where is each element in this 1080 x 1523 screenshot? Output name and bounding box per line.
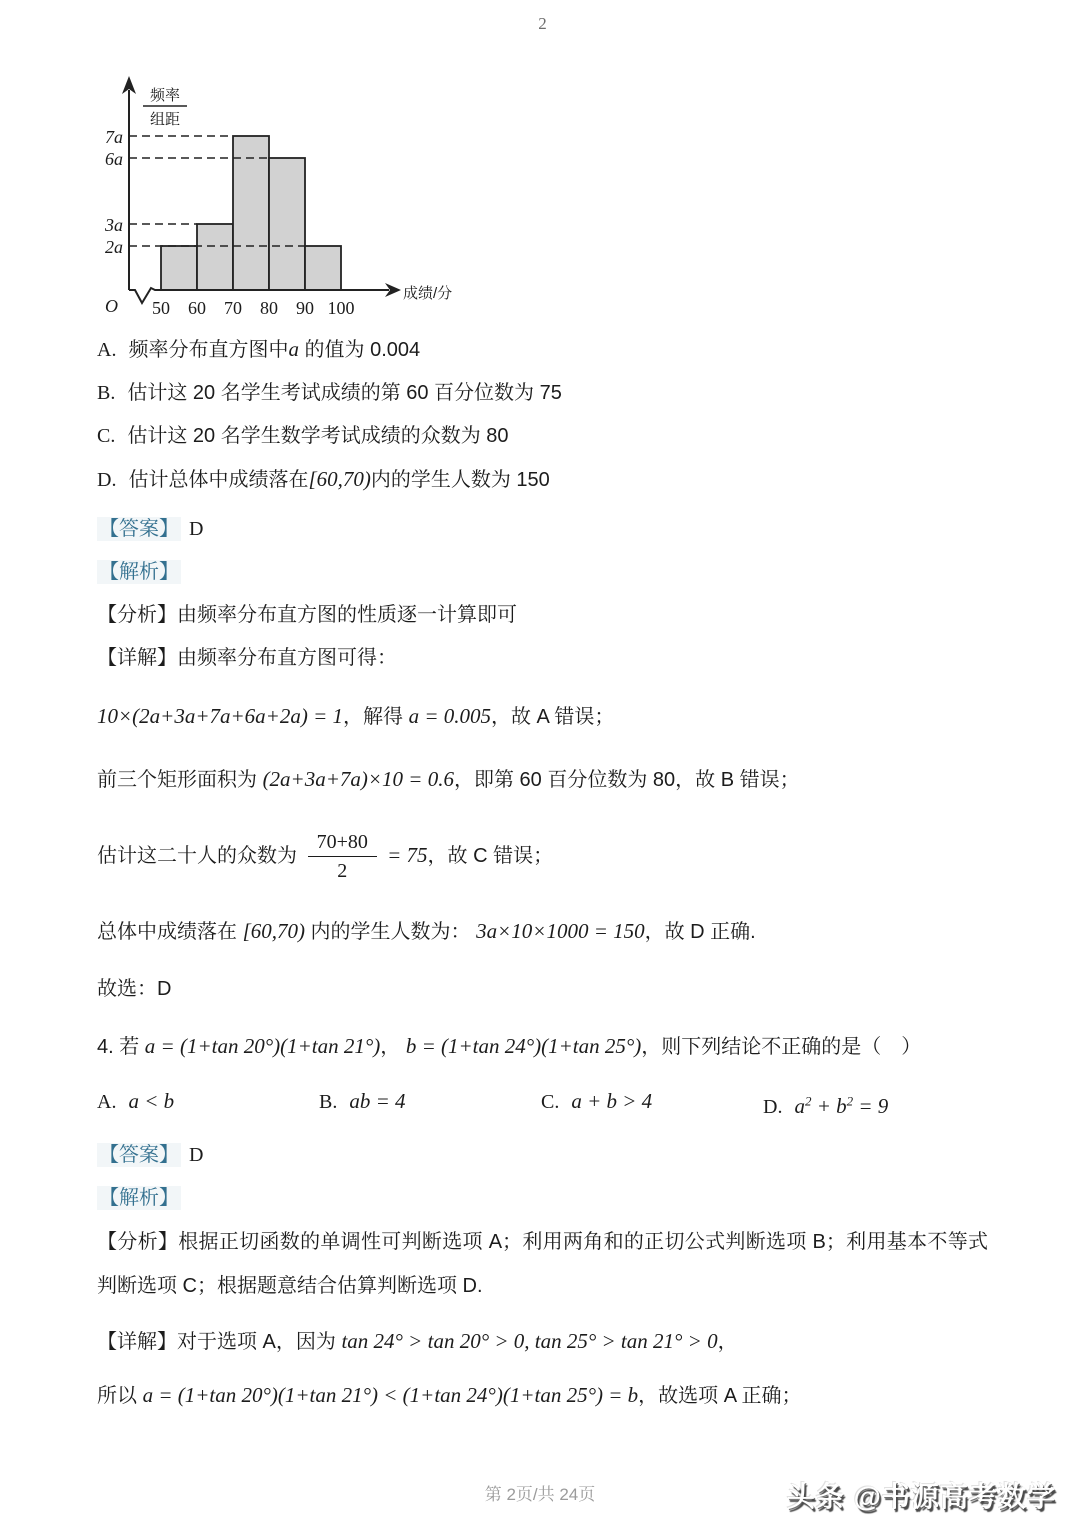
page-number: 2 [538,14,547,33]
option-cell-d [763,1078,985,1130]
x-axis-title: 成绩/分 [403,285,453,302]
option-text: 估计这 20 名学生考试成绩的第 60 百分位数为 75 [127,382,562,404]
question4-stem: 4. 若 a = (1+tan 20°)(1+tan 21°)， b = (1+tan 24°)(1+tan 25°)，则下列结论不正确的是（ ） [97,1034,922,1058]
option-label: D. [763,1095,783,1118]
solution-line: 所以 a = (1+tan 20°)(1+tan 21°) < (1+tan 24°)(1+tan 25°) = b，故选项 A 正确； [97,1382,802,1407]
solution-step-3: 估计这二十人的众数为 $\frac{70+80}{2}$ = 75，故 C 错误； [97,831,554,883]
y-tick-label: 3a [105,215,123,235]
option-line-c [97,415,988,458]
footer-page-info: 第 2页/共 24页 [484,1485,596,1504]
origin-label: O [105,296,118,316]
y-axis-title-numerator: 频率 [149,87,181,104]
answer-value: D [189,1143,204,1166]
option-text: a + b > 4 [571,1089,653,1113]
option-cell-c [541,1078,763,1130]
option-text: $a^2 + b^2 = 9$ [794,1093,889,1118]
histogram-bar [305,246,341,290]
solution-conclusion: 故选：D [97,978,172,1000]
solution-step-1: 10×(2a+3a+7a+6a+2a) = 1，解得 a = 0.005，故 A 错误； [97,704,615,728]
option-text: ab = 4 [349,1089,406,1113]
x-tick-label: 90 [296,298,314,318]
question4-options [97,1078,988,1130]
y-tick-label: 6a [105,149,123,169]
watermark: 头条 @书源高考数学 [786,1481,1056,1512]
analysis-label: 【解析】 [99,561,179,583]
x-tick-label: 50 [152,298,170,318]
option-text: a < b [128,1089,175,1113]
option-label: C. [541,1091,560,1113]
option-label: D. [97,469,117,491]
analysis-label-line [97,1177,988,1220]
detail-line: 【详解】由频率分布直方图可得： [97,647,397,669]
x-tick-label: 100 [327,298,355,318]
answer-line [97,1134,988,1177]
histogram-bar [233,136,269,290]
option-line-a [97,328,988,372]
solution-step-2: 前三个矩形面积为 (2a+3a+7a)×10 = 0.6，即第 60 百分位数为 80，故 B 错误； [97,767,800,791]
x-tick-label: 60 [188,298,206,318]
histogram-bar [269,158,305,290]
x-tick-label: 70 [224,298,242,318]
analysis-line: 【分析】由频率分布直方图的性质逐一计算即可 [97,604,517,626]
answer-label: 【答案】 [99,1143,179,1166]
option-text: 估计总体中成绩落在[60,70)内的学生人数为 150 [128,467,550,491]
histogram-bar [197,224,233,290]
option-label: B. [319,1091,338,1113]
y-axis-title-denominator: 组距 [149,111,181,128]
option-line-d [97,458,988,502]
x-tick-label: 80 [260,298,278,318]
y-tick-label: 2a [105,237,123,257]
option-label: C. [97,425,116,447]
option-text: 估计这 20 名学生数学考试成绩的众数为 80 [127,425,509,447]
option-label: A. [97,1091,117,1113]
option-cell-b [319,1078,541,1130]
answer-value: D [189,518,204,540]
option-label: A. [97,339,117,361]
answer-label: 【答案】 [99,518,179,540]
histogram-chart [89,68,469,320]
answer-line [97,508,988,551]
solution-step-4: 总体中成绩落在 [60,70) 内的学生人数为： 3a×10×1000 = 150，故 D 正确. [97,919,756,943]
option-line-b [97,372,988,415]
analysis-line: 【分析】根据正切函数的单调性可判断选项 A；利用两角和的正切公式判断选项 B；利用基本不等式判断选项 C；根据题意结合估算判断选项 D. [97,1230,988,1297]
histogram-bar [161,246,197,290]
option-text: 频率分布直方图中a 的值为 0.004 [128,337,421,361]
option-cell-a [97,1078,319,1130]
y-tick-label: 7a [105,127,123,147]
analysis-label: 【解析】 [99,1186,179,1209]
analysis-label-line [97,551,988,594]
option-label: B. [97,382,116,404]
detail-line: 【详解】对于选项 A，因为 tan 24° > tan 20° > 0, tan 25° > tan 21° > 0， [97,1328,738,1353]
